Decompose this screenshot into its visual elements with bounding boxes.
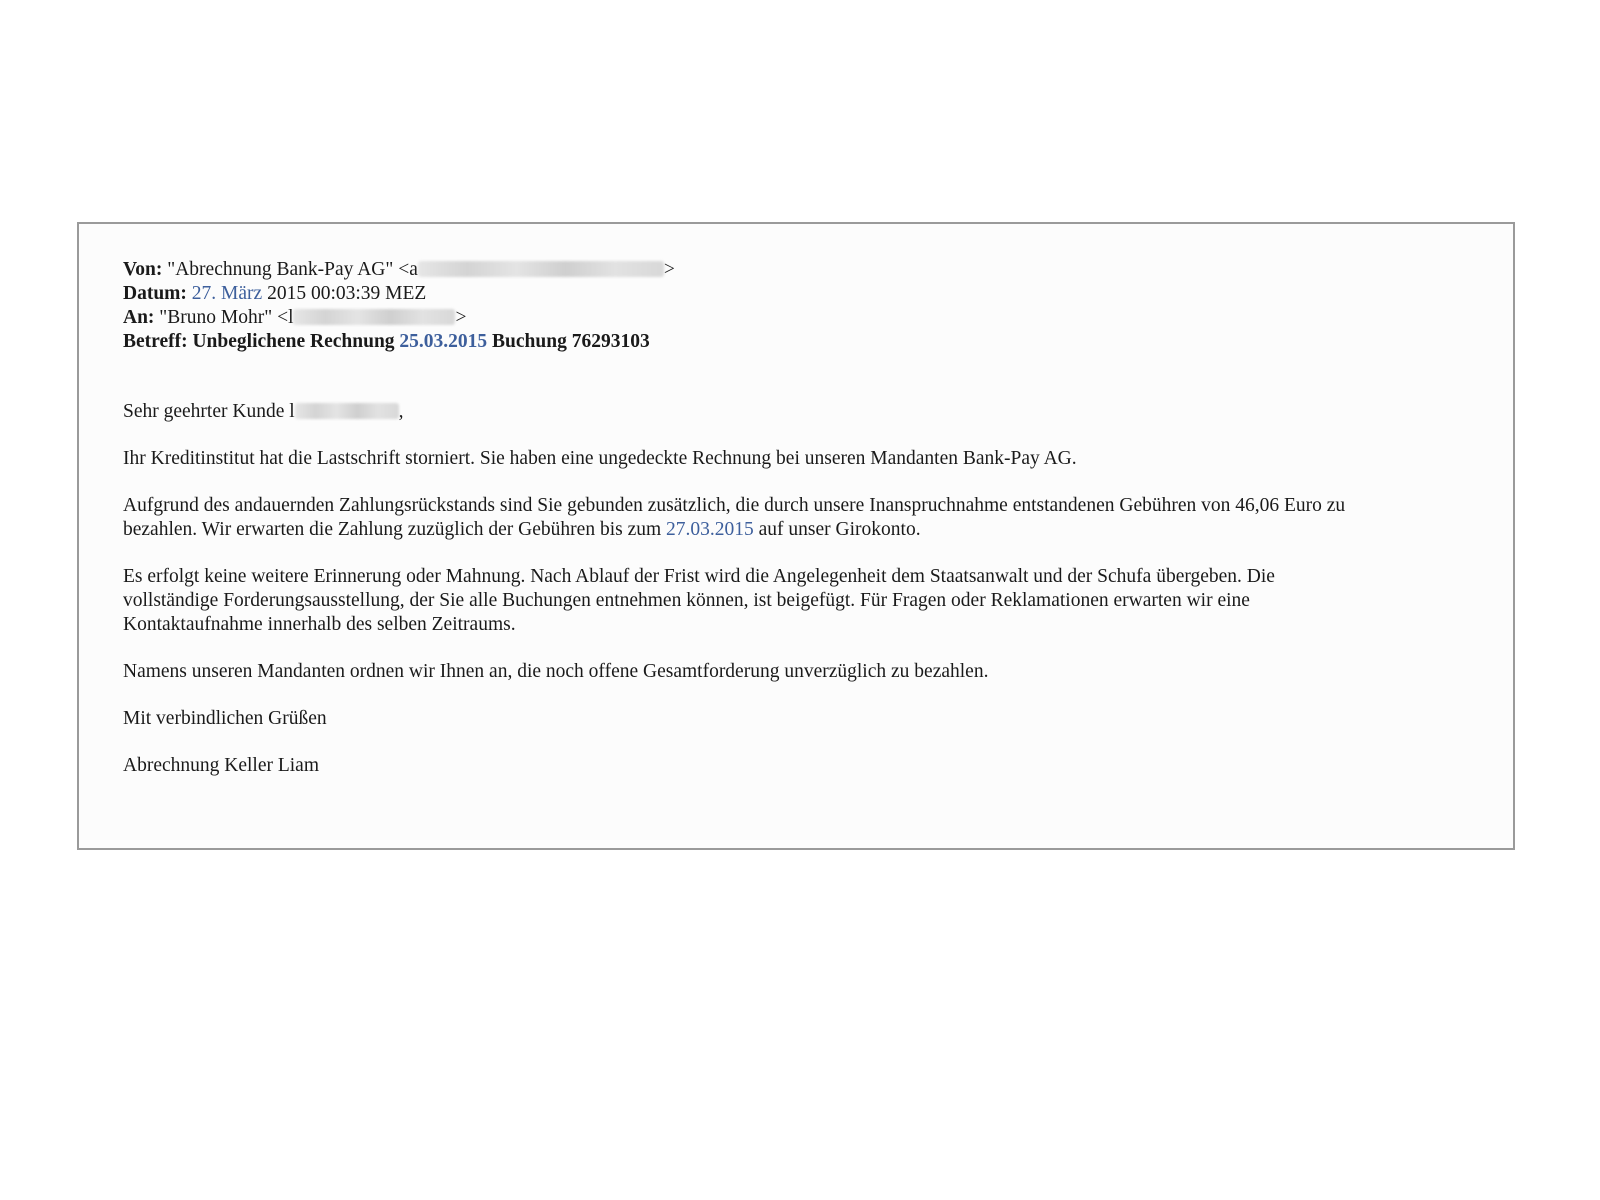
to-name: "Bruno Mohr" xyxy=(159,307,273,328)
to-label: An: xyxy=(123,307,155,328)
date-label: Datum: xyxy=(123,283,187,304)
header-date xyxy=(123,282,1463,306)
paragraph-3-line-3: Kontaktaufnahme innerhalb des selben Zeitraums. xyxy=(123,614,516,635)
header-to xyxy=(123,306,1463,330)
greeting-end: , xyxy=(398,401,404,422)
from-close-bracket: > xyxy=(663,259,675,280)
subject-label: Betreff: xyxy=(123,331,188,352)
paragraph-3-line-1: Es erfolgt keine weitere Erinnerung oder Mahnung. Nach Ablauf der Frist wird die Angelegenheit dem Staatsanwalt und der Schufa übergeben. Die xyxy=(123,566,1275,587)
closing: Mit verbindlichen Grüßen xyxy=(123,708,327,729)
signature: Abrechnung Keller Liam xyxy=(123,755,320,776)
paragraph-3 xyxy=(123,565,1463,637)
from-label: Von: xyxy=(123,259,163,280)
to-close-bracket: > xyxy=(455,307,467,328)
paragraph-2-line-1: Aufgrund des andauernden Zahlungsrückstands sind Sie gebunden zusätzlich, die durch unsere Inanspruchnahme entstandenen Gebühren von 46,06 Euro zu xyxy=(123,495,1346,516)
greeting-start: Sehr geehrter Kunde l xyxy=(123,401,295,422)
email-frame xyxy=(77,222,1515,850)
from-open-bracket: < xyxy=(398,259,410,280)
redacted-customer-name xyxy=(295,403,399,419)
subject-date-link[interactable]: 25.03.2015 xyxy=(399,331,488,352)
header-from xyxy=(123,258,1463,282)
paragraph-4: Namens unseren Mandanten ordnen wir Ihnen an, die noch offene Gesamtforderung unverzüglich zu bezahlen. xyxy=(123,661,989,682)
email-content xyxy=(123,258,1463,778)
to-address-fragment: l xyxy=(288,307,294,328)
from-address-fragment: a xyxy=(409,259,418,280)
paragraph-2-line-2-start: bezahlen. Wir erwarten die Zahlung zuzüglich der Gebühren bis zum xyxy=(123,519,662,540)
header-subject xyxy=(123,330,1463,354)
paragraph-2 xyxy=(123,494,1463,542)
paragraph-2-date-link[interactable]: 27.03.2015 xyxy=(666,519,754,540)
paragraph-2-line-2-end: auf unser Girokonto. xyxy=(758,519,921,540)
date-rest: 2015 00:03:39 MEZ xyxy=(267,283,427,304)
from-name: "Abrechnung Bank-Pay AG" xyxy=(167,259,394,280)
redacted-to-address xyxy=(293,309,455,325)
subject-part2: Buchung 76293103 xyxy=(492,331,650,352)
paragraph-1: Ihr Kreditinstitut hat die Lastschrift storniert. Sie haben eine ungedeckte Rechnung bei unseren Mandanten Bank-Pay AG. xyxy=(123,448,1077,469)
to-open-bracket: < xyxy=(277,307,289,328)
subject-part1: Unbeglichene Rechnung xyxy=(192,331,395,352)
greeting xyxy=(123,400,1463,424)
redacted-from-address xyxy=(418,261,664,277)
paragraph-3-line-2: vollständige Forderungsausstellung, der Sie alle Buchungen entnehmen können, ist beigefügt. Für Fragen oder Reklamationen erwarten wir eine xyxy=(123,590,1250,611)
date-link[interactable]: 27. März xyxy=(191,283,263,304)
